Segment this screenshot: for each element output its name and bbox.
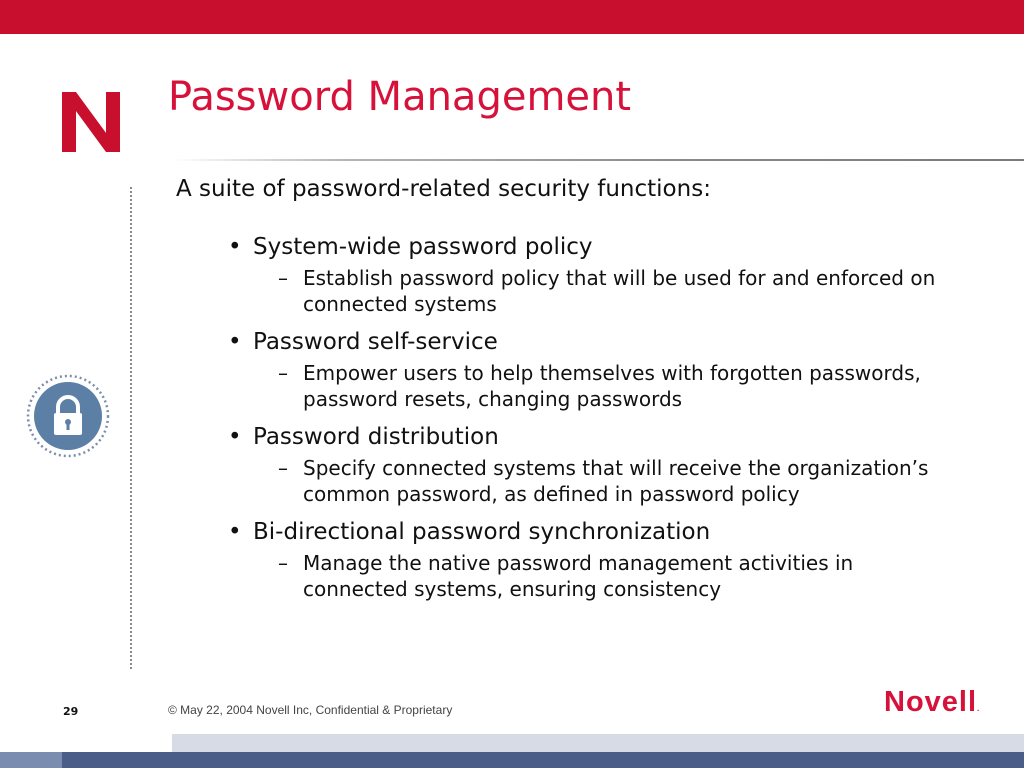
bullet-glyph: •	[228, 424, 242, 450]
top-accent-bar	[0, 0, 1024, 34]
sub-bullet-glyph: –	[278, 551, 288, 575]
bullet-heading-text: System-wide password policy	[253, 234, 593, 260]
bullet-glyph: •	[228, 234, 242, 260]
bullet-glyph: •	[228, 519, 242, 545]
list-item	[228, 422, 988, 507]
bullet-detail	[278, 265, 963, 317]
bullet-list	[228, 232, 988, 612]
bottom-band-light	[172, 734, 1024, 752]
bullet-detail-text: Specify connected systems that will receive the organization’s common password, as defined in password policy	[303, 456, 929, 506]
bullet-heading-text: Bi-directional password synchronization	[253, 519, 711, 545]
bullet-detail-text: Empower users to help themselves with forgotten passwords, password resets, changing passwords	[303, 361, 921, 411]
novell-n-logo	[60, 86, 122, 154]
sub-bullet-glyph: –	[278, 266, 288, 290]
lock-icon	[26, 374, 110, 458]
sub-bullet-glyph: –	[278, 456, 288, 480]
bullet-glyph: •	[228, 329, 242, 355]
bullet-heading-text: Password self-service	[253, 329, 498, 355]
novell-wordmark-text: Novell	[884, 686, 978, 718]
title-divider	[172, 159, 1024, 161]
bullet-detail	[278, 360, 963, 412]
list-item	[228, 327, 988, 412]
bullet-detail	[278, 455, 963, 507]
list-item	[228, 232, 988, 317]
bullet-heading	[228, 422, 988, 452]
bullet-heading-text: Password distribution	[253, 424, 499, 450]
page-number: 29	[63, 705, 79, 718]
intro-text: A suite of password-related security functions:	[176, 176, 711, 202]
bullet-heading	[228, 232, 988, 262]
list-item	[228, 517, 988, 602]
registered-mark: .	[977, 704, 980, 713]
bottom-band-dark	[0, 752, 1024, 768]
bullet-detail-text: Establish password policy that will be used for and enforced on connected systems	[303, 266, 936, 316]
bullet-detail-text: Manage the native password management activities in connected systems, ensuring consistency	[303, 551, 854, 601]
bottom-band-accent	[0, 752, 62, 768]
bullet-heading	[228, 517, 988, 547]
novell-wordmark-logo	[884, 686, 979, 719]
vertical-dotted-divider	[130, 187, 132, 669]
bullet-detail	[278, 550, 963, 602]
bullet-heading	[228, 327, 988, 357]
slide-title: Password Management	[168, 74, 632, 120]
copyright-notice: © May 22, 2004 Novell Inc, Confidential & Proprietary	[168, 703, 453, 717]
sub-bullet-glyph: –	[278, 361, 288, 385]
